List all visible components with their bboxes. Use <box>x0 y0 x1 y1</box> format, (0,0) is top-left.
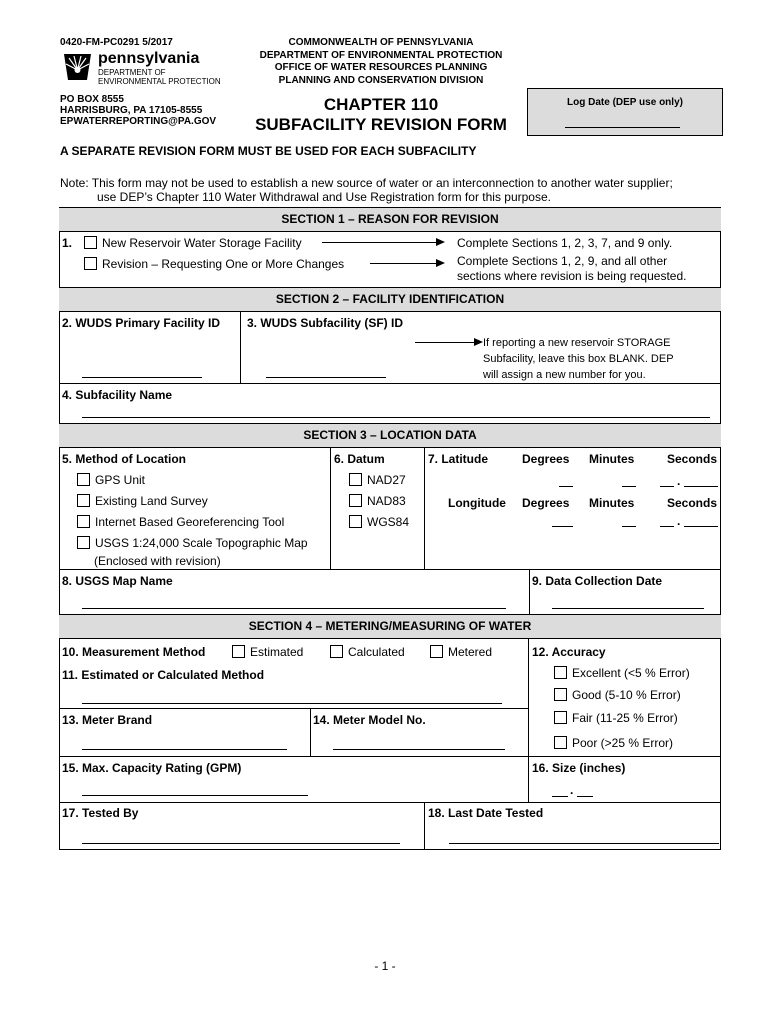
log-date-box <box>527 88 723 136</box>
checkbox[interactable] <box>554 711 567 724</box>
method-internet[interactable] <box>77 515 284 529</box>
rule <box>59 207 721 208</box>
option-label: Excellent (<5 % Error) <box>572 666 690 680</box>
measure-estimated[interactable] <box>232 645 303 659</box>
rule <box>240 311 241 383</box>
note-line-1: Note: This form may not be used to establish a new source of water or an interconnection to another water supplier; <box>60 176 673 190</box>
option-label: Fair (11-25 % Error) <box>572 711 678 725</box>
address-line: PO BOX 8555 <box>60 94 124 105</box>
lat-decimal-point: . <box>677 474 681 488</box>
field-measurement-method: 10. Measurement Method <box>62 645 206 659</box>
separate-form-notice: A SEPARATE REVISION FORM MUST BE USED FOR EACH SUBFACILITY <box>60 144 477 158</box>
option-label: Poor (>25 % Error) <box>572 736 674 750</box>
checkbox[interactable] <box>84 236 97 249</box>
option1-result: Complete Sections 1, 2, 3, 7, and 9 only. <box>457 236 673 250</box>
rule <box>59 231 721 232</box>
datum-nad27[interactable] <box>349 473 406 487</box>
address-line: HARRISBURG, PA 17105-8555 <box>60 105 203 116</box>
rule <box>59 383 721 384</box>
max-capacity-input[interactable] <box>82 795 308 796</box>
form-code: 0420-FM-PC0291 5/2017 <box>60 37 173 48</box>
address-block <box>60 94 216 127</box>
title-line-1: CHAPTER 110 <box>323 95 439 114</box>
checkbox[interactable] <box>349 515 362 528</box>
lat-seconds-label: Seconds <box>667 452 718 466</box>
accuracy-poor[interactable] <box>554 736 673 750</box>
method-gps[interactable] <box>77 473 145 487</box>
arrow-right-icon <box>436 238 445 246</box>
rule <box>529 569 530 614</box>
lat-seconds-input[interactable] <box>660 486 674 487</box>
checkbox[interactable] <box>554 736 567 749</box>
rule <box>59 638 721 639</box>
checkbox[interactable] <box>77 473 90 486</box>
subfacility-hint <box>483 335 693 383</box>
section3-heading: SECTION 3 – LOCATION DATA <box>303 428 477 442</box>
lat-degrees-input[interactable] <box>559 486 573 487</box>
option-label: WGS84 <box>367 515 410 529</box>
agency-line: COMMONWEALTH OF PENNSYLVANIA <box>288 37 474 48</box>
field-subfacility-name: 4. Subfacility Name <box>62 388 173 402</box>
option-revision[interactable] <box>84 257 344 271</box>
checkbox[interactable] <box>77 536 90 549</box>
lat-seconds-decimal-input[interactable] <box>684 486 718 487</box>
pa-keystone-logo-icon <box>60 50 95 84</box>
option-label: Revision – Requesting One or More Changes <box>102 257 345 271</box>
agency-line: DEPARTMENT OF ENVIRONMENTAL PROTECTION <box>259 49 503 61</box>
address-line: EPWATERREPORTING@PA.GOV <box>60 116 217 127</box>
hint-line: Subfacility, leave this box BLANK. DEP <box>483 353 674 365</box>
rule <box>59 569 721 570</box>
checkbox[interactable] <box>349 494 362 507</box>
field-longitude: Longitude <box>448 496 506 510</box>
data-collection-date-input[interactable] <box>552 608 704 609</box>
usgs-map-name-input[interactable] <box>82 608 506 609</box>
estimated-method-input[interactable] <box>82 703 502 704</box>
method-land-survey[interactable] <box>77 494 208 508</box>
hint-line: will assign a new number for you. <box>483 369 646 381</box>
option-label: Existing Land Survey <box>95 494 208 508</box>
section1-heading: SECTION 1 – REASON FOR REVISION <box>281 212 499 226</box>
q1-number: 1. <box>62 236 73 250</box>
rule <box>424 802 425 849</box>
tested-by-input[interactable] <box>82 843 400 844</box>
option2-result <box>457 254 686 284</box>
checkbox[interactable] <box>349 473 362 486</box>
field-size: 16. Size (inches) <box>532 761 626 775</box>
field-latitude: 7. Latitude <box>428 452 489 466</box>
meter-model-input[interactable] <box>333 749 505 750</box>
checkbox[interactable] <box>232 645 245 658</box>
field-data-collection-date: 9. Data Collection Date <box>532 574 663 588</box>
checkbox[interactable] <box>430 645 443 658</box>
checkbox[interactable] <box>330 645 343 658</box>
rule <box>310 708 311 756</box>
log-date-label: Log Date (DEP use only) <box>567 97 683 108</box>
rule <box>528 638 529 756</box>
option-label: New Reservoir Water Storage Facility <box>102 236 302 250</box>
usgs-enclosed-note: (Enclosed with revision) <box>94 554 221 568</box>
option-label: Good (5-10 % Error) <box>572 688 681 702</box>
option-label: NAD83 <box>367 494 406 508</box>
form-title <box>245 95 517 135</box>
field-method-of-location: 5. Method of Location <box>62 452 186 466</box>
option-label: Internet Based Georeferencing Tool <box>95 515 285 529</box>
field-primary-facility-id: 2. WUDS Primary Facility ID <box>62 316 221 330</box>
lat-degrees-label: Degrees <box>522 452 570 466</box>
measure-metered[interactable] <box>430 645 492 659</box>
note-line-2: use DEP’s Chapter 110 Water Withdrawal and Use Registration form for this purpose. <box>97 190 551 204</box>
rule <box>59 708 529 709</box>
size-fraction-input[interactable] <box>577 796 593 797</box>
last-date-tested-input[interactable] <box>449 843 719 844</box>
field-datum: 6. Datum <box>334 452 385 466</box>
field-meter-model: 14. Meter Model No. <box>313 713 426 727</box>
primary-facility-id-input[interactable] <box>82 377 202 378</box>
section2-heading: SECTION 2 – FACILITY IDENTIFICATION <box>275 292 505 306</box>
arrow-line <box>415 342 475 343</box>
rule <box>59 311 721 312</box>
checkbox[interactable] <box>84 257 97 270</box>
datum-wgs84[interactable] <box>349 515 409 529</box>
option-label: Estimated <box>250 645 304 659</box>
subfacility-id-input[interactable] <box>266 377 386 378</box>
lat-minutes-label: Minutes <box>589 452 635 466</box>
lon-minutes-input[interactable] <box>622 526 636 527</box>
size-whole-input[interactable] <box>552 796 568 797</box>
accuracy-fair[interactable] <box>554 711 678 725</box>
lat-minutes-input[interactable] <box>622 486 636 487</box>
rule <box>59 802 721 803</box>
rule <box>424 447 425 569</box>
lon-degrees-input[interactable] <box>552 526 573 527</box>
lon-decimal-point: . <box>677 514 681 528</box>
agency-block <box>245 37 517 87</box>
hint-line: If reporting a new reservoir STORAGE <box>483 337 671 349</box>
page-number: - 1 - <box>374 959 396 973</box>
field-meter-brand: 13. Meter Brand <box>62 713 153 727</box>
rule <box>59 287 721 288</box>
rule <box>59 423 721 424</box>
agency-line: PLANNING AND CONSERVATION DIVISION <box>278 74 484 86</box>
lon-seconds-label: Seconds <box>667 496 718 510</box>
rule <box>330 447 331 569</box>
checkbox[interactable] <box>77 494 90 507</box>
arrow-line <box>370 263 437 264</box>
size-decimal-point: . <box>570 783 574 797</box>
rule <box>59 447 721 448</box>
rule <box>59 756 721 757</box>
arrow-line <box>322 242 437 243</box>
arrow-right-icon <box>474 338 483 346</box>
rule <box>528 756 529 802</box>
measure-calculated[interactable] <box>330 645 405 659</box>
rule <box>59 614 721 615</box>
lon-seconds-input[interactable] <box>660 526 674 527</box>
field-estimated-method: 11. Estimated or Calculated Method <box>62 668 265 682</box>
agency-line: OFFICE OF WATER RESOURCES PLANNING <box>274 62 488 73</box>
section4-heading: SECTION 4 – METERING/MEASURING OF WATER <box>248 619 532 633</box>
method-usgs-map[interactable] <box>77 536 308 550</box>
option-label: NAD27 <box>367 473 406 487</box>
result-line: sections where revision is being requested. <box>457 269 687 283</box>
log-date-line[interactable] <box>565 127 680 128</box>
title-line-2: SUBFACILITY REVISION FORM <box>255 115 507 134</box>
lon-minutes-label: Minutes <box>589 496 635 510</box>
checkbox[interactable] <box>554 666 567 679</box>
option-label: GPS Unit <box>95 473 146 487</box>
accuracy-good[interactable] <box>554 688 681 702</box>
option-label: Calculated <box>348 645 405 659</box>
arrow-right-icon <box>436 259 445 267</box>
field-max-capacity: 15. Max. Capacity Rating (GPM) <box>62 761 242 775</box>
subfacility-name-input[interactable] <box>82 417 710 418</box>
rule <box>59 849 721 850</box>
logo-word: pennsylvania <box>98 50 200 67</box>
logo-dept: DEPARTMENT OF ENVIRONMENTAL PROTECTION <box>98 68 221 86</box>
field-tested-by: 17. Tested By <box>62 806 139 820</box>
field-last-date-tested: 18. Last Date Tested <box>428 806 544 820</box>
lon-seconds-decimal-input[interactable] <box>684 526 718 527</box>
accuracy-excellent[interactable] <box>554 666 690 680</box>
field-usgs-map-name: 8. USGS Map Name <box>62 574 173 588</box>
option-label: Metered <box>448 645 493 659</box>
field-accuracy: 12. Accuracy <box>532 645 606 659</box>
checkbox[interactable] <box>77 515 90 528</box>
datum-nad83[interactable] <box>349 494 406 508</box>
option-new-reservoir[interactable] <box>84 236 302 250</box>
lon-degrees-label: Degrees <box>522 496 570 510</box>
option-label: USGS 1:24,000 Scale Topographic Map <box>95 536 308 550</box>
result-line: Complete Sections 1, 2, 9, and all other <box>457 254 668 268</box>
checkbox[interactable] <box>554 688 567 701</box>
field-subfacility-id: 3. WUDS Subfacility (SF) ID <box>247 316 404 330</box>
meter-brand-input[interactable] <box>82 749 287 750</box>
